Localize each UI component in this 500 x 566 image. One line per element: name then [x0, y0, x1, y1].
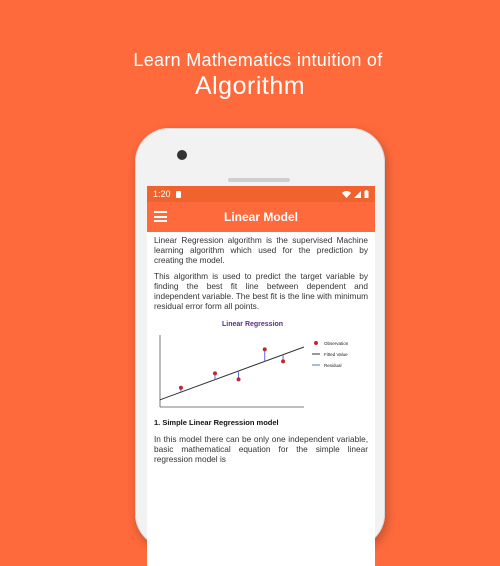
phone-mockup [135, 128, 385, 548]
article-content [147, 232, 375, 464]
notification-icon [176, 191, 181, 198]
earpiece-speaker [228, 178, 290, 182]
paragraph-intro: Linear Regression algorithm is the supervised Machine learning algorithm which used for the prediction by creating the model. [154, 235, 368, 265]
paragraph-best-fit: This algorithm is used to predict the target variable by finding the best fit line between dependent and independent variable. The best fit is the line with minimum residual error form all points. [154, 271, 368, 311]
status-bar [147, 186, 375, 202]
paragraph-simple-model: In this model there can be only one independent variable, basic mathematical equation for the simple linear regression model is [154, 434, 368, 464]
data-point-1 [213, 371, 217, 375]
app-bar [147, 202, 375, 232]
chart-title: Linear Regression [222, 321, 284, 328]
fitted-line [160, 347, 304, 400]
battery-icon [364, 190, 369, 198]
data-point-4 [281, 359, 285, 363]
legend-label-1: Fitted Value [324, 352, 348, 357]
headline-line-1: Learn Mathematics intuition of [133, 50, 383, 70]
phone-screen [147, 186, 375, 566]
data-point-2 [237, 377, 241, 381]
legend-label-2: Residual [324, 363, 342, 368]
hamburger-menu-icon[interactable] [154, 211, 167, 222]
legend-marker-observation [314, 341, 318, 345]
app-bar-title: Linear Model [223, 210, 298, 224]
front-camera [177, 150, 187, 160]
data-point-0 [179, 386, 183, 390]
data-point-3 [263, 347, 267, 351]
wifi-icon [342, 191, 351, 198]
legend-label-0: Observation [324, 341, 349, 346]
regression-chart [154, 317, 368, 412]
status-time: 1:20 [153, 189, 171, 199]
headline-line-2: Algorithm [194, 72, 306, 100]
signal-icon [354, 191, 361, 198]
section-heading: 1. Simple Linear Regression model [154, 418, 279, 427]
regression-chart-svg [154, 317, 368, 412]
